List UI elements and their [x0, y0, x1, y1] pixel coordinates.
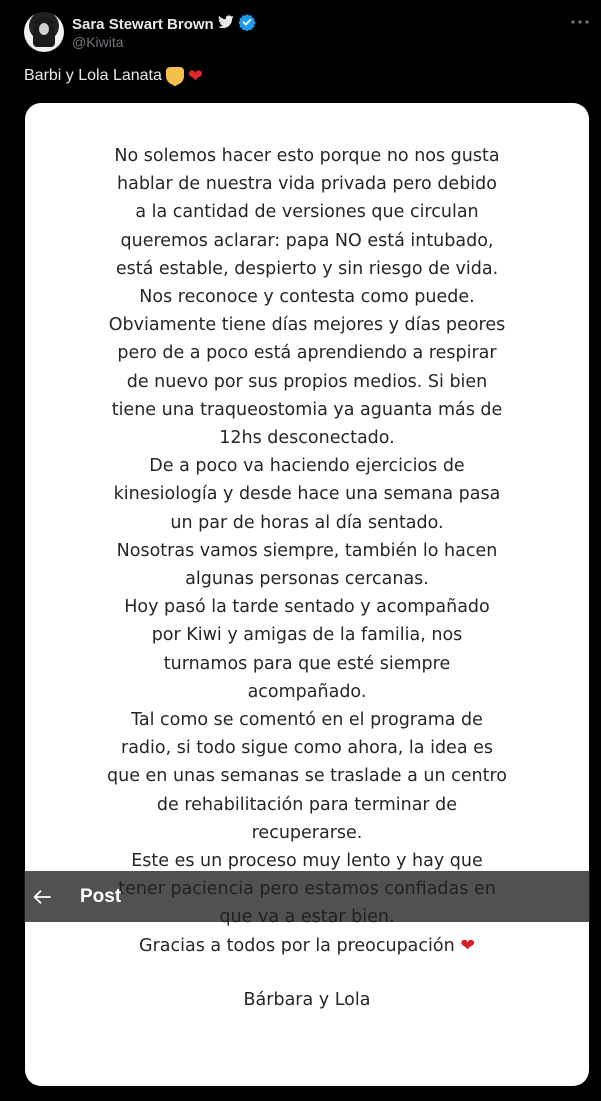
tweet-image[interactable] [25, 103, 589, 1086]
note-line: recuperarse. [251, 822, 363, 843]
pointing-down-emoji-icon [166, 67, 184, 85]
note-line: radio, si todo sigue como ahora, la idea es [121, 738, 493, 759]
note-line: Obviamente tiene días mejores y días peores [108, 315, 506, 336]
avatar-face [39, 23, 49, 35]
note-line: De a poco va haciendo ejercicios de [149, 456, 465, 477]
note-line: Este es un proceso muy lento y hay que [131, 851, 483, 872]
note-line: Hoy pasó la tarde sentado y acompañado [124, 597, 490, 618]
note-line: de rehabilitación para terminar de [156, 794, 458, 815]
back-arrow-icon[interactable] [22, 871, 62, 922]
tweet-text-content: Barbi y Lola Lanata [24, 67, 162, 84]
red-heart-emoji-icon: ❤ [187, 66, 203, 86]
author-display-name[interactable]: Sara Stewart Brown [72, 16, 214, 33]
note-line: de nuevo por sus propios medios. Si bien [126, 371, 488, 392]
note-line: está estable, despierto y sin riesgo de vida. [115, 258, 499, 279]
note-line: No solemos hacer esto porque no nos gusta [114, 146, 500, 166]
red-heart-icon: ❤ [460, 935, 475, 956]
note-line: pero de a poco está aprendiendo a respirar [117, 343, 497, 364]
note-line: 12hs desconectado. [219, 428, 395, 449]
note-line: kinesiología y desde hace una semana pasa [113, 484, 501, 505]
note-line: que en unas semanas se traslade a un centro [107, 766, 507, 787]
twitter-bird-icon [218, 15, 234, 34]
note-line: queremos aclarar: papa NO está intubado, [120, 230, 494, 251]
note-line: acompañado. [247, 681, 367, 702]
note-line: Nos reconoce y contesta como puede. [139, 287, 475, 308]
note-line: hablar de nuestra vida privada pero debido [117, 174, 497, 195]
note-line: Gracias a todos por la preocupación [139, 935, 455, 956]
avatar[interactable] [24, 12, 64, 52]
verified-badge-icon [238, 13, 256, 36]
note-line: tiene una traqueostomia ya aguanta más de [111, 399, 503, 420]
author-handle[interactable]: @Kiwita [72, 34, 124, 50]
note-line: algunas personas cercanas. [185, 569, 429, 590]
note-line: turnamos para que esté siempre [163, 653, 451, 674]
note-line: Tal como se comentó en el programa de [131, 710, 483, 731]
author-name-row [72, 13, 256, 36]
tweet-text [24, 67, 203, 85]
post-navigation-bar [24, 871, 590, 922]
note-line: por Kiwi y amigas de la familia, nos [151, 625, 463, 646]
note-line: a la cantidad de versiones que circulan [135, 202, 479, 223]
more-options-icon[interactable] [568, 12, 592, 32]
tweet-header [0, 0, 601, 60]
note-line: un par de horas al día sentado. [170, 512, 444, 533]
note-line: Nosotras vamos siempre, también lo hacen [116, 540, 498, 561]
post-title: Post [80, 885, 122, 907]
note-signature: Bárbara y Lola [243, 990, 371, 1010]
note-line-with-heart [25, 932, 589, 960]
image-note-text [25, 142, 589, 960]
